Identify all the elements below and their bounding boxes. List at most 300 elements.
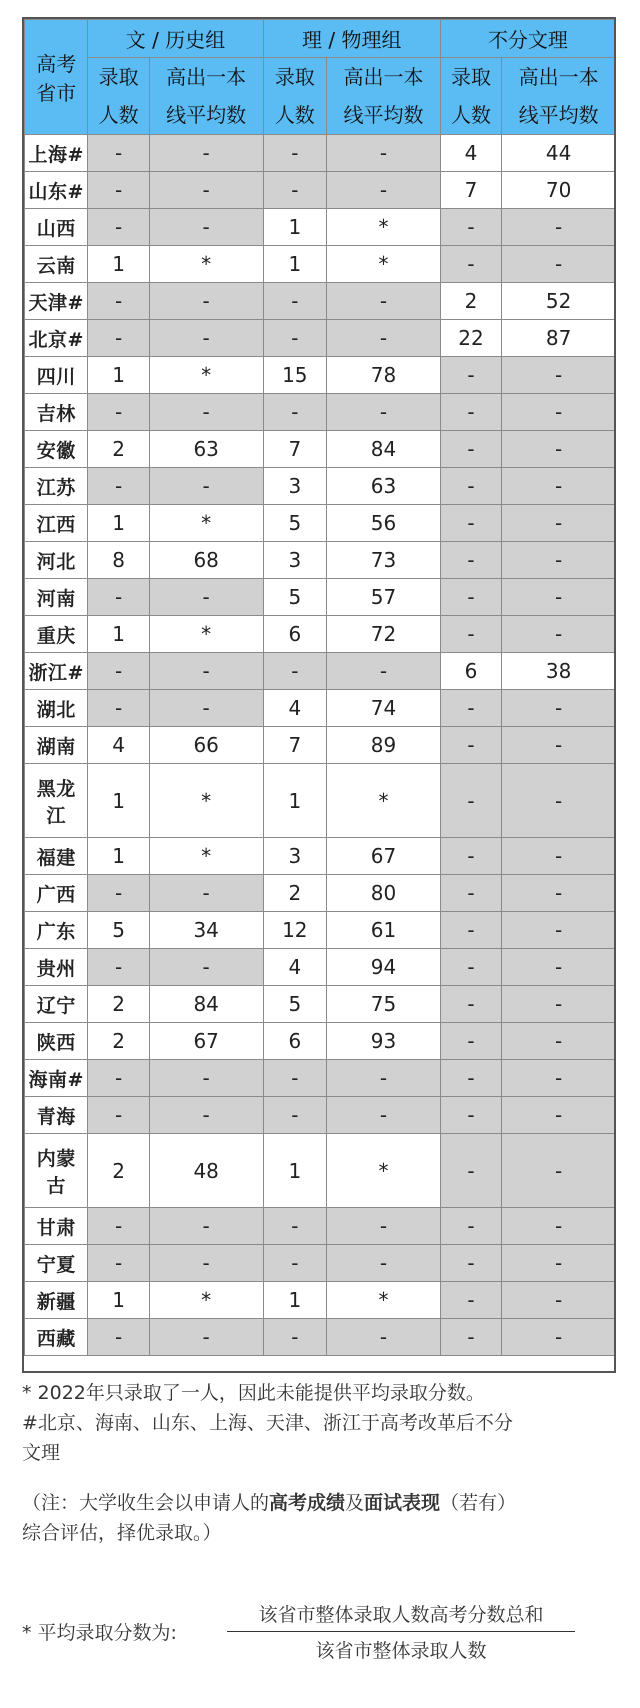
unified-average-cell: - (502, 1023, 616, 1060)
table-row (25, 616, 616, 653)
table-row (25, 394, 616, 431)
arts-count-cell: - (88, 394, 149, 431)
unified-average-cell: - (502, 727, 616, 764)
science-average-cell: * (327, 1134, 441, 1208)
province-cell (25, 949, 88, 986)
table-row (25, 172, 616, 209)
table-row (25, 986, 616, 1023)
table-row (25, 912, 616, 949)
science-count-cell: - (263, 320, 326, 357)
science-average-cell: - (327, 1097, 441, 1134)
arts-average-cell: - (149, 1245, 263, 1282)
table-row (25, 949, 616, 986)
science-average-cell: 89 (327, 727, 441, 764)
province-cell (25, 912, 88, 949)
arts-average-cell: 84 (149, 986, 263, 1023)
province-name: 湖南 (36, 735, 76, 758)
unified-average-cell: - (502, 431, 616, 468)
arts-count-cell: 1 (88, 246, 149, 283)
province-name: 上海# (28, 143, 84, 166)
science-average-cell: 57 (327, 579, 441, 616)
arts-count-cell: - (88, 1245, 149, 1282)
science-average-cell: * (327, 246, 441, 283)
formula-label: * 平均录取分数为: (22, 1622, 177, 1644)
arts-average-cell: - (149, 209, 263, 246)
science-count-cell: - (263, 172, 326, 209)
unified-average-cell: - (502, 949, 616, 986)
arts-count-cell: - (88, 949, 149, 986)
footnote-single-admission: * 2022年只录取了一人，因此未能提供平均录取分数。 (22, 1382, 485, 1404)
arts-average-cell: - (149, 949, 263, 986)
province-cell (25, 468, 88, 505)
province-name: 黑龙 (36, 777, 76, 800)
arts-count-cell: 1 (88, 505, 149, 542)
province-name: 辽宁 (36, 994, 76, 1017)
unified-count-cell: - (440, 1023, 501, 1060)
province-name: 天津# (28, 291, 84, 314)
table-row (25, 1134, 616, 1208)
arts-average-cell: - (149, 875, 263, 912)
subheader-average: 高出一本 线平均数 (327, 58, 441, 135)
science-count-cell: - (263, 1060, 326, 1097)
arts-count-cell: 1 (88, 838, 149, 875)
province-name: 山东# (28, 180, 84, 203)
science-count-cell: 2 (263, 875, 326, 912)
table-row (25, 135, 616, 172)
unified-count-cell: 6 (440, 653, 501, 690)
unified-count-cell: - (440, 579, 501, 616)
admission-table (24, 19, 616, 1356)
table-row (25, 320, 616, 357)
science-average-cell: - (327, 1319, 441, 1356)
arts-count-cell: - (88, 320, 149, 357)
science-average-cell: * (327, 209, 441, 246)
unified-count-cell: 7 (440, 172, 501, 209)
province-cell (25, 320, 88, 357)
table-body (25, 135, 616, 1356)
science-average-cell: - (327, 653, 441, 690)
arts-average-cell: 34 (149, 912, 263, 949)
province-cell (25, 690, 88, 727)
group-header-arts: 文 / 历史组 (88, 20, 263, 58)
unified-count-cell: - (440, 431, 501, 468)
table-row (25, 209, 616, 246)
unified-average-cell: - (502, 1319, 616, 1356)
arts-average-cell: - (149, 394, 263, 431)
arts-average-cell: - (149, 1208, 263, 1245)
arts-count-cell: 8 (88, 542, 149, 579)
remark-line-2: 综合评估，择优录取。） (22, 1522, 222, 1544)
arts-count-cell: - (88, 1208, 149, 1245)
arts-average-cell: 67 (149, 1023, 263, 1060)
province-name: 江 (46, 804, 66, 827)
unified-count-cell: - (440, 949, 501, 986)
unified-average-cell: - (502, 394, 616, 431)
province-cell (25, 505, 88, 542)
unified-count-cell: - (440, 1134, 501, 1208)
science-count-cell: 3 (263, 542, 326, 579)
arts-count-cell: - (88, 1097, 149, 1134)
province-cell (25, 542, 88, 579)
science-count-cell: 6 (263, 616, 326, 653)
arts-count-cell: - (88, 875, 149, 912)
arts-count-cell: - (88, 468, 149, 505)
arts-average-cell: * (149, 505, 263, 542)
table-row (25, 505, 616, 542)
province-cell (25, 653, 88, 690)
science-average-cell: 78 (327, 357, 441, 394)
table-row (25, 246, 616, 283)
province-name: 宁夏 (36, 1253, 76, 1276)
science-count-cell: - (263, 283, 326, 320)
unified-average-cell: - (502, 838, 616, 875)
arts-count-cell: 5 (88, 912, 149, 949)
arts-count-cell: - (88, 1060, 149, 1097)
unified-count-cell: - (440, 838, 501, 875)
science-average-cell: - (327, 1245, 441, 1282)
science-count-cell: 1 (263, 1134, 326, 1208)
science-count-cell: 3 (263, 468, 326, 505)
province-name: 安徽 (36, 439, 76, 462)
unified-count-cell: - (440, 912, 501, 949)
arts-count-cell: - (88, 172, 149, 209)
unified-average-cell: 52 (502, 283, 616, 320)
unified-average-cell: - (502, 616, 616, 653)
province-name: 河北 (36, 550, 76, 573)
unified-count-cell: - (440, 1208, 501, 1245)
province-name: 新疆 (36, 1290, 76, 1313)
unified-count-cell: - (440, 542, 501, 579)
arts-count-cell: 2 (88, 1023, 149, 1060)
arts-count-cell: 1 (88, 1282, 149, 1319)
corner-line-2: 省市 (36, 81, 77, 105)
science-count-cell: 1 (263, 246, 326, 283)
arts-average-cell: 48 (149, 1134, 263, 1208)
science-count-cell: 1 (263, 1282, 326, 1319)
unified-count-cell: - (440, 616, 501, 653)
province-name: 重庆 (36, 624, 76, 647)
science-count-cell: 7 (263, 727, 326, 764)
arts-average-cell: * (149, 838, 263, 875)
arts-average-cell: * (149, 764, 263, 838)
science-count-cell: 1 (263, 764, 326, 838)
arts-count-cell: - (88, 283, 149, 320)
province-cell (25, 1208, 88, 1245)
subheader-count: 录取 人数 (263, 58, 326, 135)
province-cell (25, 357, 88, 394)
corner-header (25, 20, 88, 135)
science-average-cell: 74 (327, 690, 441, 727)
group-header-science: 理 / 物理组 (263, 20, 440, 58)
arts-count-cell: 1 (88, 764, 149, 838)
province-cell (25, 616, 88, 653)
arts-count-cell: - (88, 579, 149, 616)
arts-count-cell: - (88, 209, 149, 246)
arts-average-cell: * (149, 357, 263, 394)
unified-average-cell: - (502, 1282, 616, 1319)
gaokao-score-emphasis: 高考成绩 (269, 1492, 346, 1514)
table-row (25, 1282, 616, 1319)
province-name: 青海 (36, 1105, 76, 1128)
unified-average-cell: 70 (502, 172, 616, 209)
province-name: 海南# (28, 1068, 84, 1091)
unified-average-cell: - (502, 1060, 616, 1097)
arts-count-cell: 2 (88, 1134, 149, 1208)
province-cell (25, 1060, 88, 1097)
table-row (25, 690, 616, 727)
province-name: 吉林 (36, 402, 76, 425)
unified-count-cell: - (440, 1097, 501, 1134)
science-average-cell: 72 (327, 616, 441, 653)
arts-count-cell: 2 (88, 986, 149, 1023)
unified-average-cell: - (502, 542, 616, 579)
unified-count-cell: 2 (440, 283, 501, 320)
unified-average-cell: 38 (502, 653, 616, 690)
province-name: 内蒙 (36, 1147, 76, 1170)
science-average-cell: 84 (327, 431, 441, 468)
science-average-cell: 61 (327, 912, 441, 949)
science-count-cell: 12 (263, 912, 326, 949)
province-name: 广西 (36, 883, 76, 906)
formula-denominator: 该省市整体录取人数 (315, 1640, 487, 1662)
table-row (25, 357, 616, 394)
science-average-cell: * (327, 764, 441, 838)
province-name: 浙江# (28, 661, 84, 684)
unified-count-cell: - (440, 764, 501, 838)
unified-average-cell: 44 (502, 135, 616, 172)
arts-count-cell: 1 (88, 616, 149, 653)
unified-count-cell: - (440, 1060, 501, 1097)
arts-count-cell: 4 (88, 727, 149, 764)
unified-count-cell: - (440, 209, 501, 246)
table-row (25, 283, 616, 320)
province-cell (25, 431, 88, 468)
table-row (25, 727, 616, 764)
science-average-cell: - (327, 135, 441, 172)
province-name: 广东 (36, 920, 76, 943)
science-count-cell: 7 (263, 431, 326, 468)
province-name: 江苏 (36, 476, 76, 499)
province-cell (25, 1023, 88, 1060)
science-average-cell: 80 (327, 875, 441, 912)
arts-average-cell: - (149, 320, 263, 357)
arts-count-cell: 2 (88, 431, 149, 468)
unified-count-cell: - (440, 1282, 501, 1319)
footnote-reform-line-1: #北京、海南、山东、上海、天津、浙江于高考改革后不分 (22, 1412, 513, 1434)
unified-count-cell: - (440, 986, 501, 1023)
province-name: 河南 (36, 587, 76, 610)
arts-average-cell: 68 (149, 542, 263, 579)
science-average-cell: - (327, 1208, 441, 1245)
unified-count-cell: - (440, 1245, 501, 1282)
subheader-average: 高出一本 线平均数 (502, 58, 616, 135)
science-average-cell: 63 (327, 468, 441, 505)
arts-count-cell: 1 (88, 357, 149, 394)
table-row (25, 468, 616, 505)
science-count-cell: - (263, 653, 326, 690)
unified-count-cell: - (440, 246, 501, 283)
province-name: 贵州 (36, 957, 76, 980)
province-name: 陕西 (36, 1031, 76, 1054)
arts-average-cell: - (149, 468, 263, 505)
province-cell (25, 172, 88, 209)
unified-count-cell: - (440, 690, 501, 727)
province-cell (25, 1245, 88, 1282)
arts-average-cell: - (149, 1319, 263, 1356)
science-average-cell: - (327, 283, 441, 320)
unified-average-cell: - (502, 209, 616, 246)
arts-average-cell: - (149, 283, 263, 320)
unified-count-cell: - (440, 468, 501, 505)
arts-count-cell: - (88, 690, 149, 727)
arts-count-cell: - (88, 135, 149, 172)
arts-average-cell: * (149, 246, 263, 283)
science-average-cell: - (327, 320, 441, 357)
province-cell (25, 135, 88, 172)
table-row (25, 579, 616, 616)
unified-count-cell: - (440, 357, 501, 394)
unified-average-cell: 87 (502, 320, 616, 357)
province-cell (25, 246, 88, 283)
unified-average-cell: - (502, 1245, 616, 1282)
science-average-cell: 67 (327, 838, 441, 875)
province-cell (25, 727, 88, 764)
arts-average-cell: * (149, 616, 263, 653)
unified-count-cell: - (440, 1319, 501, 1356)
province-cell (25, 283, 88, 320)
unified-average-cell: - (502, 357, 616, 394)
arts-average-cell: - (149, 172, 263, 209)
average-formula (22, 1600, 622, 1670)
table-row (25, 1023, 616, 1060)
province-name: 西藏 (36, 1327, 76, 1350)
unified-average-cell: - (502, 690, 616, 727)
province-name: 山西 (36, 217, 76, 240)
unified-average-cell: - (502, 1134, 616, 1208)
science-count-cell: - (263, 135, 326, 172)
arts-average-cell: * (149, 1282, 263, 1319)
unified-count-cell: - (440, 394, 501, 431)
science-count-cell: 5 (263, 986, 326, 1023)
unified-average-cell: - (502, 468, 616, 505)
province-cell (25, 1282, 88, 1319)
province-cell (25, 394, 88, 431)
province-name: 四川 (36, 365, 76, 388)
formula-numerator: 该省市整体录取人数高考分数总和 (227, 1600, 575, 1632)
science-average-cell: 94 (327, 949, 441, 986)
remark-line-1: （注：大学收生会以申请人的高考成绩及面试表现（若有） (22, 1492, 517, 1514)
table-row (25, 1208, 616, 1245)
unified-average-cell: - (502, 505, 616, 542)
science-average-cell: 75 (327, 986, 441, 1023)
science-count-cell: 1 (263, 209, 326, 246)
science-count-cell: 15 (263, 357, 326, 394)
table-row (25, 653, 616, 690)
table-row (25, 431, 616, 468)
science-count-cell: 4 (263, 949, 326, 986)
unified-average-cell: - (502, 986, 616, 1023)
table-row (25, 1097, 616, 1134)
subheader-average: 高出一本 线平均数 (149, 58, 263, 135)
unified-count-cell: - (440, 875, 501, 912)
unified-average-cell: - (502, 246, 616, 283)
science-average-cell: 93 (327, 1023, 441, 1060)
unified-average-cell: - (502, 1097, 616, 1134)
province-cell (25, 764, 88, 838)
arts-count-cell: - (88, 653, 149, 690)
province-name: 湖北 (36, 698, 76, 721)
unified-average-cell: - (502, 875, 616, 912)
province-name: 云南 (36, 254, 76, 277)
province-cell (25, 1134, 88, 1208)
science-count-cell: 5 (263, 505, 326, 542)
province-cell (25, 838, 88, 875)
science-count-cell: - (263, 394, 326, 431)
table-row (25, 1319, 616, 1356)
table-row (25, 838, 616, 875)
arts-count-cell: - (88, 1319, 149, 1356)
footnotes (22, 1378, 622, 1468)
science-average-cell: - (327, 1060, 441, 1097)
province-cell (25, 209, 88, 246)
arts-average-cell: - (149, 135, 263, 172)
science-average-cell: - (327, 394, 441, 431)
province-name: 福建 (36, 846, 76, 869)
arts-average-cell: 66 (149, 727, 263, 764)
science-average-cell: * (327, 1282, 441, 1319)
table-row (25, 764, 616, 838)
province-cell (25, 986, 88, 1023)
footnote-reform-line-2: 文理 (22, 1442, 61, 1464)
subheader-count: 录取 人数 (88, 58, 149, 135)
science-count-cell: 6 (263, 1023, 326, 1060)
unified-average-cell: - (502, 1208, 616, 1245)
province-name: 古 (46, 1174, 66, 1197)
science-average-cell: - (327, 172, 441, 209)
table-row (25, 1245, 616, 1282)
science-count-cell: 5 (263, 579, 326, 616)
province-cell (25, 1319, 88, 1356)
table-row (25, 875, 616, 912)
science-average-cell: 73 (327, 542, 441, 579)
province-cell (25, 1097, 88, 1134)
subheader-count: 录取 人数 (440, 58, 501, 135)
unified-count-cell: - (440, 727, 501, 764)
arts-average-cell: 63 (149, 431, 263, 468)
province-name: 甘肃 (36, 1216, 76, 1239)
corner-line-1: 高考 (36, 52, 77, 76)
science-count-cell: - (263, 1097, 326, 1134)
arts-average-cell: - (149, 1097, 263, 1134)
arts-average-cell: - (149, 653, 263, 690)
table-row (25, 542, 616, 579)
table-row (25, 1060, 616, 1097)
arts-average-cell: - (149, 579, 263, 616)
unified-count-cell: 22 (440, 320, 501, 357)
arts-average-cell: - (149, 690, 263, 727)
science-count-cell: - (263, 1319, 326, 1356)
province-name: 江西 (36, 513, 76, 536)
science-count-cell: - (263, 1245, 326, 1282)
province-name: 北京# (28, 328, 84, 351)
group-header-unified: 不分文理 (440, 20, 615, 58)
unified-average-cell: - (502, 912, 616, 949)
province-cell (25, 875, 88, 912)
science-count-cell: - (263, 1208, 326, 1245)
unified-average-cell: - (502, 579, 616, 616)
province-cell (25, 579, 88, 616)
unified-count-cell: 4 (440, 135, 501, 172)
